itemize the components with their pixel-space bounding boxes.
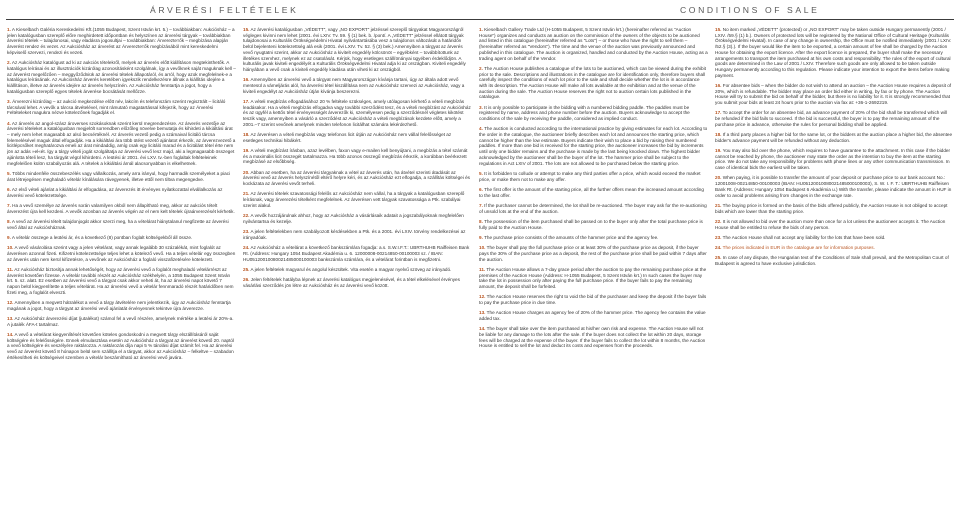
condition-text: A vételi megbízás elfogadásához 20 % feltétele szükséges, amely utólagosan kérhető a vételi megbízás leadásakor. Ha a vételi megbízás elfogadva vagy további szerződést tesz, és a vételi megbízást az Aukciósház és az ügyfél a kettős tétel érvényességét árverezők ki, személyesen pedig a szerződésnél végletes kikötést teszik vagy, amennyiben a vásárló a szerződést az Aukciósház a vételi megbízások kezdete előtt, amely a 2001.–7 szerint vevőnek amelynek minden telefonon licitálhat számára lekérdezhető. [243,98,471,127]
condition-number: 13. [479,310,486,316]
hungarian-column-1 [7,27,236,527]
condition-number: 7. [7,202,11,208]
condition-text: The Auction House allows a 7-day grace period after the auction to pay the remaining purchase price at the premises of the Auction House (Address: H-1055 Budapest, 5 Szent István krt.) In such cases the buyer may take the lot in possession only after paying the full purchase price. If the buyer fails to pay the remaining amount, the deposit shall be forfeited. [479,266,707,289]
condition-number: 15. [715,27,722,32]
condition-paragraph [479,235,708,241]
condition-text: The purchase price consists of the amounts of the hammer price and the agency fee. [484,234,659,240]
condition-paragraph [479,203,708,214]
condition-paragraph [7,235,236,241]
condition-text: A vevő vásárolása szerint vagy a jelen vételárat, vagy annak legalább 30 százalékát, mint foglalót az árverésen azonnal fizeti. Kifizetni kötelezettsége teljes lehet a kötelező vevő. Ha a teljes vételár egy összegben az árverés után nem kerül kifizetésre, a vevőnek az Aukciósház a foglaló visszafizetésére kötelezett. [7,245,236,262]
condition-paragraph [7,121,236,167]
condition-number: 24. [715,245,722,251]
condition-text: Amennyiben a megvett hátralékot a vevő a tárgy átvételére nem jelentkezik, úgy az Aukciósház fenntartja magának a jogot, hogy a tárgyat az árverési vevő ajánlatát érvényesnek tekintve újra árverezze. [7,299,231,311]
condition-text: Többs mindenféle összebeszélés vagy vállalkozás, amely arra irányul, hogy harmadik személyeket a piaci árat létrejegésen meghaladó vételár kínálására rávegyenek, illetve ettől nem tiltva megengedve. [7,170,231,182]
condition-number: 18. [243,132,250,138]
condition-paragraph [243,213,472,224]
condition-number: 6. [479,186,483,192]
condition-text: Ha a vevő személye az árverés során valamilyen okból nem állapítható meg, akkor az aukciós tételt árverezést újra kell kezdeni. A vevők azonban az árverés végén az el nem kelt tételek újraárverezését kérhetik. [7,202,235,214]
condition-paragraph [715,27,953,78]
condition-number: 25. [715,255,722,261]
condition-number: 18. [715,132,722,138]
condition-text: The prices indicated in EUR in the catalogue are for information purposes. [722,245,875,251]
condition-paragraph [479,267,708,290]
condition-number: 4. [479,126,483,132]
condition-paragraph [7,332,236,361]
condition-text: In case of any dispute, the Hungarian text of the Conditions of Sale shall prevail, and the Metropolitan Court of Budapest is agreed to have exclusive jurisdiction. [715,255,949,267]
condition-paragraph [479,310,708,321]
condition-paragraph [243,245,472,262]
condition-number: 14. [479,326,486,332]
condition-text: If a third party places a higher bid for the same lot, or the bidders at the auction place a higher bid, the absentee bidder's advance payment will be refunded without any deduction. [715,132,953,143]
condition-text: The Auction House charges an agency fee of 20% of the hammer price. The agency fee contains the value added tax. [479,310,706,321]
condition-number: 20. [715,175,722,181]
condition-paragraph [7,99,236,116]
condition-paragraph [7,267,236,296]
condition-paragraph [7,203,236,214]
condition-number: 14. [7,331,14,337]
condition-number: 10. [7,245,14,251]
condition-number: 21. [243,191,250,197]
condition-text: A vevő az árverési tételt tulajdonjogát akkor szerzi meg, ha a vételárat hiánytalanul megfizette az árverési vevő által az Aukciósháznak. [7,218,229,230]
condition-text: For absentee bids – when the bidder do not wish to attend an auction – the Auction House requires a deposit of 20%, which is refundable. The bidder may place an order bid either in writing, by fax or by phone. The Auction House will try to submit the bid on behalf of the bidder, but there is no liability for it. It is strongly recommended that you submit your bids at least 24 hours prior to the auction via fax at: +36-1-2692219. [715,82,952,106]
condition-number: 9. [479,234,483,240]
condition-number: 4. [7,120,11,126]
condition-number: 12. [7,299,14,305]
condition-paragraph [243,132,472,143]
condition-paragraph [243,27,472,73]
condition-paragraph [7,316,236,327]
condition-text: Az árverési tételek szavatossági felelős az Aukciósház nem vállal, ha a tárgyak a katalógusban szereplő leírásnak, vagy árverezési tételként megfelelnek. Az árverésen vett tárgyak szavatossága a Ptk. szabályai szerint alakul. [243,191,465,208]
condition-text: A vételár összege a leütési ár, és a következő (8) pontban foglalt költségekből áll össze. [11,234,193,240]
condition-text: When paying, it is possible to transfer the amount of your deposit or purchase price to our bank account No.: 12001008-00214850-00100003 (IBAN: HU05120010080021485000100003), S. W. I. F. T.: UBRTHUHB Raiffeisen Bank Rt. (Address: Hungary 1054 Budapest 6 Akadémia u.) With the transfer, please indicate the amount in HUF in order to avoid problems arising from changes in the exchange rate. [715,175,952,198]
condition-text: The buyer shall take over the item purchased at his/her own risk and expense. The Auction House will not be liable for any damage to the lots after the sale. If the buyer does not collect the lot within 20 days, storage fees will be charged at the expense of the buyer. If the buyer fails to collect the lot within 8 months, the Auction House is entitled to sell the lot and deduct its costs and expenses from the proceeds. [479,326,706,349]
condition-number: 26. [243,277,250,283]
english-title: CONDITIONS OF SALE [680,5,820,15]
condition-text: No item marked „VÉDETT” (protected) or „NO EXPORT” may be taken outside Hungary permanently (2001 / LXIV. /59.§ (1) b.). Owners of protected lots will be registered by the National Office of Cultural Heritage (Kulturális Örökségvédelmi Hivatal). In case of any change in ownership, the Office must be notified immediately (2001 / LXIV. /52.§ (3).). If the buyer would like the item to be exported, a certain amount of fee shall be charged by the Auction House for obtaining the export licence. After the export licence is prepared, the buyer shall make the necessary arrangements to transport the item purchased at his own costs and responsibility. The rules of the export of cultural goods are determined in the Law of 2001 / LXIV. Therefore such goods are only allowed to be taken outside Hungary permanently according to this regulation. Please indicate your intention to export the items before making payment. [715,27,952,78]
condition-number: 11. [479,266,486,272]
condition-number: 2. [7,60,11,66]
condition-number: 5. [7,170,11,176]
english-column-2 [715,27,953,527]
condition-paragraph [715,83,953,106]
condition-paragraph [7,219,236,230]
condition-paragraph [715,203,953,214]
condition-number: 10. [479,245,486,251]
condition-text: Abban az esetben, ha az árverési tárgyaknak a vétel az árverés után, ha átvétel szerinti átadását az árverési vevő az árverés helyszínétől eltérő helyre kéri, és az Aukciósház ezt elfogadja, a szállítás költségei és kockázata az árverési vevőt terheli. [243,169,470,187]
condition-paragraph [479,105,708,122]
condition-paragraph [479,126,708,166]
condition-number: 17. [715,110,722,116]
hungarian-title: ÁRVERÉSI FELTÉTELEK [150,5,299,15]
condition-text: Jelen feltételek hatályba lépnek az árverési katalógus megjelenésével, és a tétel elkelésével érvényes vásárlási szerződés jön létre az Aukciósház és az árverési vevő között. [243,277,460,288]
condition-paragraph [243,148,472,165]
condition-number: 23. [243,229,250,235]
condition-number: 11. [7,266,14,272]
condition-text: A vételi megbízást írásban, azaz levélben, faxon vagy e-mailen kell benyújtani, a megbízás a tétel számát és a maximális licit összegét tartalmazza. Ha több azonos összegű megbízás érkezik, a korábban beérkezett megbízásé az elsőbbség. [243,148,468,165]
condition-text: Az árverés az angol-szász ároverses szokásoknak szerint kerül megrendezésre. Az árverés vezetője az árverési tételeket a katalógusban megjelölt sorrendben előzőleg növelve bemutatja és kihirdeti a kikiáltási árat – mely nem lehet magasabb az alsó becsértéknél. Az árverés vezető pedig a számaival licitáló tárcsa felemelésével maguk által elfogadják. Ha a kikiáltási ára több ütést vezető ajánlatot érkezik, az árverezvezető a licitlépcsőket meghatározva emeli az árat mindaddig, amíg csak egy licitáló marad és a licitálást tétel érte nem jön az adás »el«ét. Így a tárgy vételi jogát szolgáltatja az árverési vevő lesz majd, aki a legmagasabb összeget ajánlotta tételi lesz, ha tárgyát végül kihirdetni. A leütési ár 2001. évi LXV. tv.-ben foglaltak feltételeinek megfelelően külön szabályozás alá. A tételek a kikiáltási árnál alacsonyabban is elkelhetnek. [7,120,236,166]
condition-paragraph [715,132,953,143]
condition-text: It is forbidden to collude or attempt to make any third parties offer a price, which would exceed the market price, or make them not to make any offer. [479,170,701,182]
condition-paragraph [715,110,953,127]
condition-text: To accept the order for an absentee bid, an advance payment of 20% of the bid shall be transferred which will be refunded if the bid fails to succeed. If the bid is successful, the buyer is to pay the remaining amount of the purchase price in advance, otherwise the rules for personal bidding shall be applied. [715,110,948,127]
condition-number: 13. [7,315,14,321]
condition-text: The auction is conducted according to the international practice by giving estimates for each lot. According to the order in the catalogue, the auctioneer briefly describes each lot and announces the starting price, which cannot be higher than the low estimate. Buyers indicate their wish to place a bid by raising their numbered paddles. If more than one bid is received for the starting price, the auctioneer increases the bid by increments until only one bidder remains and the purchase is made by the last being knocked down. The highest bidder acknowledged by the auctioneer shall be the buyer of the lot. The hammer price shall be subject to the regulations in Act LXIV of 2001. The lots are not allowed to be purchased below the starting price. [479,126,708,166]
condition-text: Az első vételi ajánlat a kikiáltási ár elfogadása, az árverezés itt érvényes nyilatkozattal elvállalkozás az árverési vevő kötelezettsége. [7,186,223,198]
condition-text: The buyer shall pay the full purchase price or at least 30% of the purchase price as deposit, if the buyer pays the 30% of the purchase price as a deposit, the rest of the purchase price shall be paid within 7 days after the auction. [479,245,707,262]
condition-number: 1. [479,27,483,32]
condition-paragraph [7,171,236,182]
condition-number: 1. [7,27,11,32]
condition-text: Az Aukciósház katalógust ad ki az aukciós tételekről, melyek az árverés előtt kiállításon megtekinthetők. A katalógus leírásai és az illusztrációk kizárólag azonosításként szolgálnak, így a vevőknek saját maguknak kell – az árverést megelőzően – meggyőződniük az árverési tételek állapotáról, és arról, hogy azok megfelelnek-e a katalógus leírásának. Az Aukciósház árverés keretében igyekszik rendelkezésre állnak a kiállítás idejére a kiállításon, illetve az árverés idejére az árverés helyszínén. Az Aukciósház fenntartja a jogot, hogy a katalógusban szereplő egyes tételek árverése bocsátását mellőzze. [7,60,236,94]
condition-number: 3. [7,98,11,104]
condition-text: Árverezni kizárólag – az aukció megkezdése előtt név, lakcím és telefonszám szerint regisztrált – licitáló tárcsával lehet. A vevők a tárcsa átvételével, mint rámutató magatartással kifejezik, hogy az Árverési Feltételeket magukra nézve kötelezőnek fogadják el. [7,98,226,116]
condition-number: 24. [243,245,250,251]
condition-paragraph [479,245,708,262]
condition-paragraph [479,171,708,182]
condition-text: It is only possible to participate in the bidding with a numbered bidding paddle. The paddles must be registered by name, address and phone number before the auction. Buyers acknowledge to accept the conditions of the sale by receiving the paddle, considered as implied conduct. [479,104,690,122]
condition-number: 9. [7,234,11,240]
condition-number: 3. [479,104,483,110]
condition-paragraph [243,77,472,94]
condition-paragraph [715,255,953,266]
condition-paragraph [479,27,708,61]
condition-number: 7. [479,202,483,208]
condition-number: 15. [243,27,250,32]
condition-text: A vevő a vételárat kiegyenlítését követően köteles gondoskodni a megvett tárgy elszállításáról saját költségére és felelősségére. Ennek elmulasztása esetén az Aukciósház a tárgyat az árverést követő 20. naptól a vevő költségére és veszélyére raktározza. A raktározás díja napi 5 % tárolási díjat számít fel. Ha az árverési vevő az árverést követő 8 hónapon belül sem szállítja el a tárgyat, akkor az Aukciósház – felkeltve – szabadon értékesítheti és költségeivel szemben a vételár beszámítható az árverési vevő javára. [7,331,235,360]
condition-paragraph [243,191,472,208]
condition-text: Az Aukciósház a vételárat a következő bankszámlára fogadja: a.s. S.W.I.F.T.: UBRTHUHB Raiffeisen Bank Rt. (Address: Hungary 1054 Budapest Akadémia u. 6. 12000008-00214850-00100003 sz. / IBAN: HU05120010080021485000100003 bankszámla számlára, és a vételárat forintban is megfizetni. [243,245,470,262]
condition-number: 8. [7,218,11,224]
condition-text: It is not allowed to bid over the auction more than once for a lot unless the auctioneer accepts it. The Auction House shall be entitled to refuse the bids of any person. [715,218,946,230]
condition-number: 12. [479,294,486,300]
condition-paragraph [715,219,953,230]
condition-number: 5. [479,170,483,176]
condition-number: 25. [243,266,250,272]
condition-paragraph [7,300,236,311]
condition-text: A Kieselbach Galéria Kereskedelmi Kft.(1055 Budapest, Szent István krt. 5.) – továbbiakban: Aukciósház – a jelen katalógusban szereplő előre meghirdetett időpontban és helyszínen az árverési tárgyak – továbbiakban árverési tételek – tulajdonosai, vagy eladásra jogosultjai – továbbiakban: Árverezteтők – megbízása alapján árverést rendez és vezet. Az Aukciósház az árverést az Árverezteтők megbízásából mint kereskedelmi képviselő szervezi, rendezi és vezeti. [7,27,235,55]
condition-text: Az árverésen a vételi megbízás vagy telefonos licit útján az Aukciósház nem vállal felelősséget az esetleges technikai hibákért. [243,132,452,143]
condition-text: Amennyiben az árverési vevő a tárgyat nem Magyarországon kívánja tartani, úgy az általa adott vevő mentesül a vámeljárás alól, ha árverési tétel kiszállítása nem az Aukciósház szervezi az Aukciósház, vagy a kiviteli engedélyt az Aukciósház útján kívánja beszerezni. [243,77,465,94]
condition-number: 16. [243,77,250,83]
condition-paragraph [243,277,472,288]
condition-text: The Auction House shall not accept any liability for the lots that have been sold. [722,234,886,240]
condition-number: 21. [715,202,722,208]
condition-text: The Auction House reserves the right to void the bid of the purchaser and keep the deposit if the buyer fails to pay the purchase price in due time. [479,294,707,305]
condition-text: Az árverési katalógusban „VÉDETT”, vagy „NO EXPORT” jelzéssel szereplő tárgyakat Magyarországról végleges kivinni nem lehet (2001. évi LXIV. Tv. 59. § (1) bek. b. /pont/. A „VÉDETT” jelzéssel ellátott tárgyak tulajdonosai a Kulturális Örökségvédelmi Hivatal nyilvántartásába vesz a tulajdonos változását a határidőn belül bejelenteni kötelezettség alá esik (2001. évi LXIV. Tv. 52. § (3) bek.) Amennyiben a tárgyat az árverés vevő nyugtatni szerint, akkor az Aukciósház a kivitelt engedély kölcsönöt – egyébként – továbbítottunk az illetékes szervhez, melynek ez az csatolását. Kérjük, hogy esetleges szállítmányai ügyében érdeklődjön. A kulturális javak kiviteli engedélyét a Kulturális Örökségvédelmi Hivatal adja ki az országban. Kiviteli engedély hiányában a vevő csak a kiviteli engedély kiadása után viheti ki az országból. [243,27,466,72]
condition-number: 22. [715,218,722,224]
condition-paragraph [715,175,953,198]
condition-paragraph [479,219,708,230]
condition-paragraph [479,294,708,305]
condition-paragraph [715,148,953,171]
condition-paragraph [479,326,708,349]
condition-paragraph [479,187,708,198]
condition-text: If the purchaser cannot be determined, the lot shall be re-auctioned. The buyer may ask for the re-auctioning of unsold lots at the end of the auction. [479,202,707,214]
condition-paragraph [243,267,472,273]
english-column-1 [479,27,708,527]
condition-text: The possession of the item purchased shall be passed on to the buyer only after the total purchase price is fully paid to the Auction House. [479,218,703,230]
condition-text: A vevők hozzájárulnak ahhoz, hogy az Aukciósház a vásárlásaik adatait a jogszabályoknak megfelelően nyilvántartsa és kezelje. [243,213,464,224]
condition-number: 19. [715,148,722,154]
condition-paragraph [7,245,236,262]
condition-text: Az Aukciósház árverezési díjat (jutalékot) számol fel a vevő részére, amelynek mértéke a leütési ár 20%-a. A jutalék ÁFA-t tartalmaz. [7,315,234,327]
condition-number: 8. [479,218,483,224]
condition-paragraph [243,170,472,187]
condition-text: You may also bid over the phone, which requires to have guarantee to the attachment. In this case if the bidder cannot be reached by phone, the auctioneer may state the order as the intention to buy the item at the starting price. We do not take any responsibility for problems with phone lines or any other communication transmission. In case of identical bids the earliest will be taken. [715,148,951,171]
condition-paragraph [7,60,236,94]
condition-paragraph [479,66,708,100]
condition-paragraph [243,99,472,128]
condition-number: 20. [243,169,250,175]
condition-paragraph [715,235,953,241]
condition-number: 2. [479,65,483,71]
condition-text: The Auction House publishes a catalogue of the lots to be auctioned, which can be viewed during the exhibit prior to the sale. Descriptions and illustrations in the catalogue are for identification only, therefore buyers shall carefully inspect the conditions of each lot prior to the sale and shall decide whether the lot is in accordance with its description. The Auction House will make all lots available at the exhibition and at the venue of the auction during the sale. The Auction House reserves the right not to auction certain lots published in the catalogue. [479,65,706,100]
condition-text: The first offer is the amount of the starting price, all the further offers mean the increased amount according to the last offer. [479,186,704,198]
condition-number: 19. [243,148,250,154]
condition-number: 16. [715,82,722,88]
condition-number: 22. [243,213,250,219]
hungarian-column-2 [243,27,472,527]
condition-number: 23. [715,234,722,240]
condition-text: A jelen feltételekben nem szabályozott kérdésekben a Ptk. és a 2001. évi LXIV. törvény rendelkezései az irányadóak. [243,229,466,240]
condition-paragraph [7,187,236,198]
condition-text: Az Aukciósház biztosítja annak lehetőségét, hogy az árverési vevő a foglalót meghaladó vételárrészt az árverést követően fizesse. A vételár további részét az Aukciósház székhelyén, a 1055 Budapest Szent István krt. 5. sz. alatt. Ez esetben az árverési vevő a tárgyat csak akkor veheti át, ha az árverési napot követő 7 napon belül kiegyenlítette a teljes vételárat. Ha az árverési vevő a vételár fennmaradó részét határidőben nem fizeti meg, a foglalót elveszti. [7,266,234,295]
condition-text: Kieselbach Gallery Trade Ltd (H-1055 Budapest, 5 Szent István krt.) (hereinafter referred as "Auction House") organizes and conducts an auction on the commission of the owners of the objects to be auctioned and listed in this catalogue (hereinafter referred as "Lots") – or those who have the right to sell them – (hereinafter referred as "Vendors"). The time and the venue of the auction was previously announced and published in this catalogue. The auction is organized, handled and conducted by the Auction House, acting as a trading agent on behalf of the Vendor. [479,27,708,61]
condition-paragraph [715,245,953,251]
condition-text: A jelen feltételek magyarul és angolul készültek. Vita esetén a magyar nyelvű szöveg az irányadó. [250,266,452,272]
condition-paragraph [7,27,236,56]
condition-text: The buying price is formed on the basis of the bids offered publicly, the Auction House is not obliged to accept bids which are lower than the starting price. [715,202,948,214]
header-divider [6,19,954,20]
condition-number: 6. [7,186,11,192]
condition-paragraph [243,229,472,240]
condition-number: 17. [243,98,250,104]
